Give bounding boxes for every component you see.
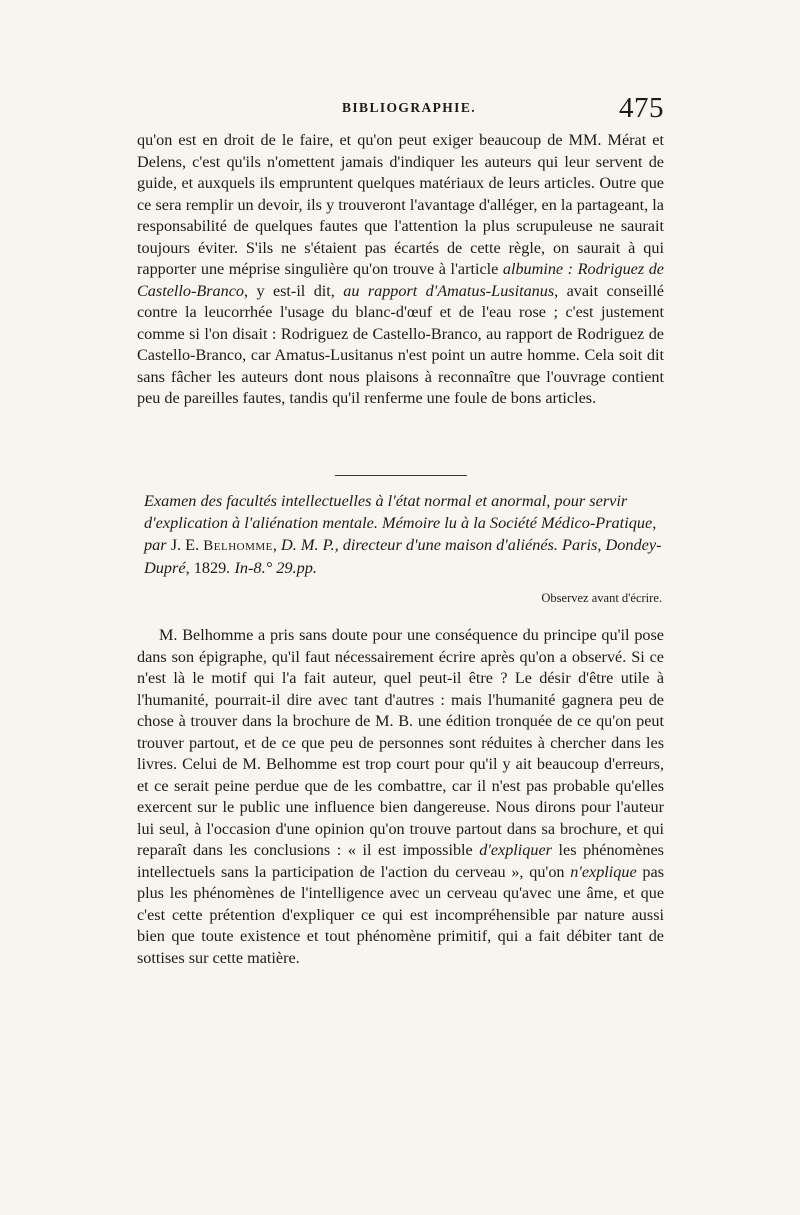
bibliographic-reference: [144, 490, 664, 579]
publication-format: . In-8.° 29.pp.: [226, 558, 317, 577]
author-role: , directeur d'une maison d'aliénés.: [334, 535, 563, 554]
emphasis-italic: d'expliquer: [479, 841, 552, 859]
paragraph-text: [137, 130, 664, 410]
citation-italic: au rapport d'Amatus-Lusitanus: [343, 281, 555, 300]
section-divider: [335, 475, 467, 476]
paragraph-text: [137, 625, 664, 969]
page-number: 475: [619, 92, 664, 124]
text-run: qu'on est en droit de le faire, et qu'on peut exiger beaucoup de MM. Mérat et Delens, c'est qu'ils n'omettent jamais d'indiquer les auteurs qui leur servent de guide, et auxquels ils empruntent quelques matériaux de leurs articles. Outre que ce sera remplir un devoir, ils y trouveront l'avantage d'alléger, en la partageant, la responsabilité de quelques fautes que l'attention la plus scrupuleuse ne saurait toujours éviter. S'ils ne s'étaient pas écartés de cette règle, on saurait à qui rapporter une méprise singulière qu'on trouve à l'article: [137, 131, 664, 278]
author-initials: J. E.: [170, 535, 204, 554]
article-reference: albumine : Rodriguez de Castello-Branco: [137, 260, 664, 300]
emphasis-italic: n'explique: [570, 862, 637, 881]
publication-year: 1829: [193, 558, 227, 577]
review-paragraph: [137, 625, 664, 969]
text-run: pas plus les phénomènes de l'intelligence avec un cerveau qu'avec une âme, et que c'est cette prétention d'expliquer ce qui est incompréhensible par nature aussi bien que toute existence et tout phénomène primitif, qui a fait débiter tant de sottises sur cette matière.: [137, 862, 665, 967]
page-header: [137, 94, 664, 132]
epigraph: Observez avant d'écrire.: [541, 591, 662, 605]
text-run: ,: [272, 535, 282, 554]
publisher: Dondey-Dupré: [144, 535, 662, 577]
text-run: M. Belhomme a pris sans doute pour une conséquence du principe qu'il pose dans son épigraphe, qu'il faut nécessairement écrire après qu'on a observé. Si ce n'est là le motif qui l'a fait auteur, quel peut-il être ? Le désir d'être utile à l'humanité, pourrait-il dire avec tant d'autres : mais l'humanité gagnera peu de chose à trouver dans la brochure de M. B. une édition tronquée de ce qu'on peut trouver partout, et de ce que peu de personnes sont réduites à chercher dans les livres. Celui de M. Belhomme est trop court pour qu'il y ait beaucoup d'erreurs, et ce serait peine perdue que de les combattre, car il n'est pas probable qu'elles exercent sur le public une influence bien dangereuse. Nous dirons pour l'auteur lui seul, à l'occasion d'une opinion qu'on trouve partout dans sa brochure, et qui reparaît dans les conclusions : « il est impossible: [137, 626, 664, 859]
text-run: les phénomènes intellectuels sans la participation de l'action du cerveau », qu'on: [137, 841, 664, 881]
publication-place: Paris: [562, 535, 598, 554]
text-run: , avait conseillé contre la leucorrhée l'usage du blanc-d'œuf et de l'eau rose ; c'est justement comme si l'on disait : Rodriguez de Castello-Branco, au rapport de Rodriguez de Castello-Branco, car Amatus-Lusitanus n'est point un autre homme. Cela soit dit sans fâcher les auteurs dont nous plaisons à reconnaître que l'ouvrage contient peu de pareilles fautes, tandis qu'il renferme une foule de bons articles.: [137, 281, 664, 407]
paragraph-continued: [137, 130, 664, 410]
running-head: BIBLIOGRAPHIE.: [342, 100, 477, 115]
author-degree: D. M. P.: [281, 535, 335, 554]
text-run: ,: [597, 535, 606, 554]
reference-title: Examen des facultés intellectuelles à l'état normal et anormal, pour servir d'explication à l'aliénation mentale. Mémoire lu à la Société Médico-Pratique, par: [144, 491, 657, 554]
reference-text: [144, 490, 664, 579]
text-run: ,: [185, 558, 194, 577]
text-run: , y est-il dit,: [244, 281, 344, 300]
author-name: Belhomme: [203, 538, 273, 554]
